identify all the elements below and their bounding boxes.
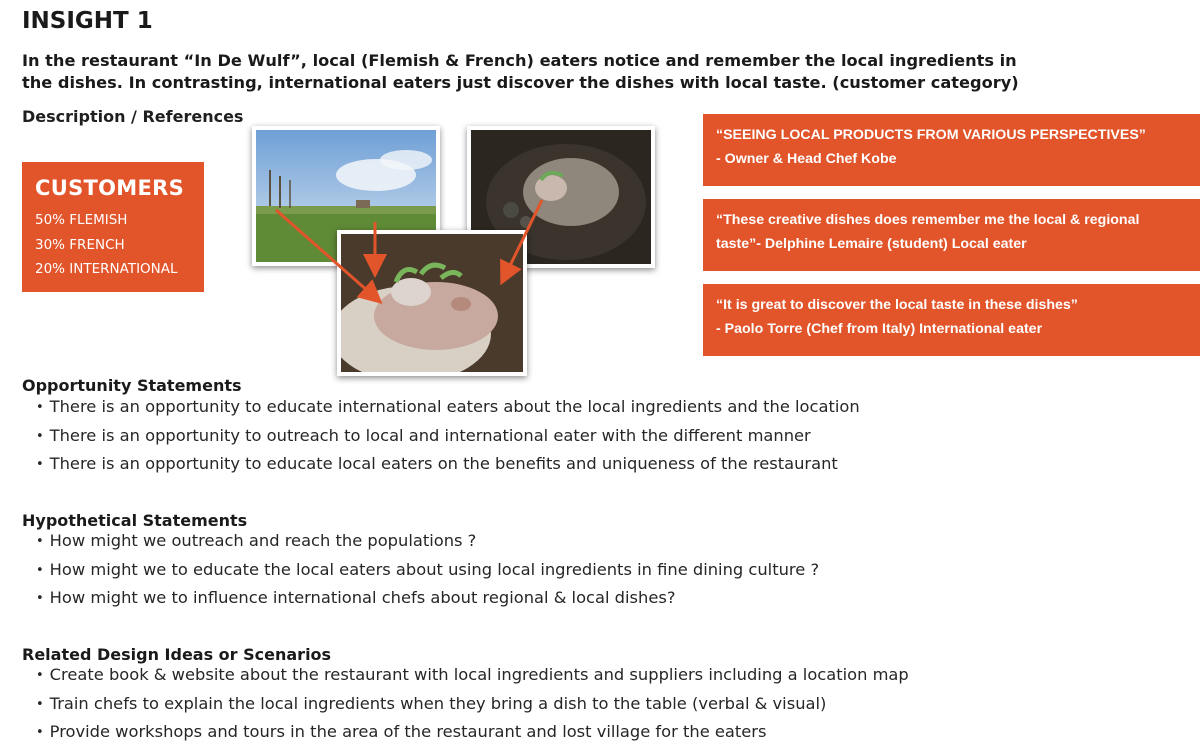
quote-box-owner <box>703 114 1200 186</box>
list-item: • Create book & website about the restaurant with local ingredients and suppliers including a location map <box>36 661 909 690</box>
quote-text: “SEEING LOCAL PRODUCTS FROM VARIOUS PERSPECTIVES” <box>716 127 1146 143</box>
insight-statement: In the restaurant “In De Wulf”, local (Flemish & French) eaters notice and remember the local ingredients in the dishes. In contrasting, international eaters just discover the dishes with local taste. (customer category) <box>22 51 1019 92</box>
design-ideas-heading: Related Design Ideas or Scenarios <box>22 645 332 664</box>
list-item: • How might we to influence international chefs about regional & local dishes? <box>36 584 819 613</box>
quote-attribution: taste”- Delphine Lemaire (student) Local eater <box>716 236 1027 252</box>
list-item: • How might we outreach and reach the populations ? <box>36 527 819 556</box>
customers-row: 20% INTERNATIONAL <box>35 261 178 277</box>
quote-text: “These creative dishes does remember me the local & regional <box>716 212 1140 228</box>
quote-box-international-eater <box>703 284 1200 356</box>
arrow-landscape-to-dish <box>276 210 378 300</box>
opportunity-list <box>36 393 860 479</box>
customers-row: 30% FRENCH <box>35 236 125 253</box>
quote-attribution: - Paolo Torre (Chef from Italy) International eater <box>716 321 1043 337</box>
quote-box-local-eater <box>703 199 1200 271</box>
opportunity-heading: Opportunity Statements <box>22 376 242 395</box>
list-item: • There is an opportunity to educate local eaters on the benefits and uniqueness of the restaurant <box>36 450 860 479</box>
hypothetical-list <box>36 527 819 613</box>
customers-heading: CUSTOMERS <box>35 176 185 200</box>
list-item: • Provide workshops and tours in the area of the restaurant and lost village for the eaters <box>36 718 909 747</box>
hypothetical-heading: Hypothetical Statements <box>22 511 248 530</box>
list-item: • How might we to educate the local eaters about using local ingredients in fine dining culture ? <box>36 556 819 585</box>
quote-attribution: - Owner & Head Chef Kobe <box>716 151 897 167</box>
page-title: INSIGHT 1 <box>22 8 153 34</box>
list-item: • There is an opportunity to educate international eaters about the local ingredients and the location <box>36 393 860 422</box>
design-ideas-list <box>36 661 909 747</box>
customers-row: 50% FLEMISH <box>35 212 128 228</box>
description-label: Description / References <box>22 107 244 126</box>
quote-text: “It is great to discover the local taste in these dishes” <box>716 297 1078 313</box>
arrow-plate-to-dish <box>503 200 542 280</box>
list-item: • There is an opportunity to outreach to local and international eater with the different manner <box>36 422 860 451</box>
list-item: • Train chefs to explain the local ingredients when they bring a dish to the table (verbal & visual) <box>36 690 909 719</box>
